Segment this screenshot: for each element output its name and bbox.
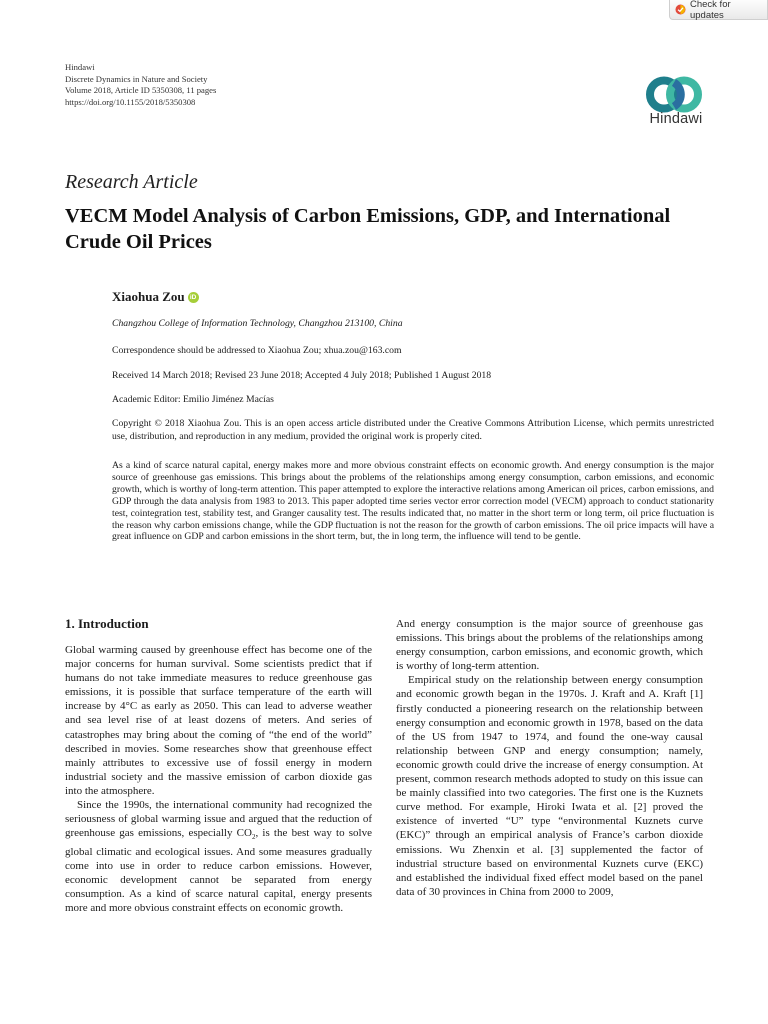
academic-editor: Academic Editor: Emilio Jiménez Macías xyxy=(112,394,274,405)
hindawi-wordmark: Hindawi xyxy=(649,111,703,127)
paragraph: Global warming caused by greenhouse effect has become one of the major concerns for human survival. Some scientists predict that if humans do not take immediate measures to reduce greenhouse gas emissions, it is possible that surface temperature of the earth will increase by 4°C as early as 2050. This can lead to adverse weather and sea level rise of at least dozens of meters. And series of catastrophes may bring about the coming of “the end of the world” described in movies. Some researches show that greenhouse effect mainly attributes to excessive use of fossil energy in modern industrial society and the massive emission of carbon dioxide gas into the atmosphere. xyxy=(65,644,372,797)
section-heading: 1. Introduction xyxy=(65,616,149,631)
copyright-notice: Copyright © 2018 Xiaohua Zou. This is an open access article distributed under the Creative Commons Attribution License, which permits unrestricted use, distribution, and reproduction in any medium, provided the original work is properly cited. xyxy=(112,418,714,442)
author xyxy=(112,289,199,305)
crossmark-icon xyxy=(675,4,686,15)
abstract: As a kind of scarce natural capital, energy makes more and more obvious constraint effects on economic growth. And energy consumption is the major source of greenhouse gas emissions. This brings about the problems of the relationships among energy consumption, carbon emissions, and economic growth, which is worthy of long-term attention. This paper attempted to explore the interactive relations among American oil prices, carbon emissions, and GDP through the data analysis from 1983 to 2013. This paper adopted time series vector error correction model (VECM) approach to conduct stationarity test, cointegration test, stability test, and Granger causality test. The results indicated that, no matter in the short term or long term, oil price fluctuation is the reason why carbon emissions change, while the GDP fluctuation is not the reason for the growth of carbon emissions. The oil price impacts will have a great influence on GDP and carbon emissions in the short term, but, the in long term, the influence will tend to be gentle. xyxy=(112,460,714,543)
volume-info: Volume 2018, Article ID 5350308, 11 pages xyxy=(65,85,217,95)
publisher-name: Hindawi xyxy=(65,62,95,72)
paragraph-text: Since the 1990s, the international community had recognized the seriousness of global warming issue and argued that the reduction of greenhouse gas emissions, especially CO xyxy=(65,799,372,840)
article-title: VECM Model Analysis of Carbon Emissions, GDP, and International Crude Oil Prices xyxy=(65,205,671,253)
author-name[interactable]: Xiaohua Zou xyxy=(112,289,185,304)
paragraph: Empirical study on the relationship between energy consumption and economic growth began in the 1970s. J. Kraft and A. Kraft [1] firstly conducted a pioneering research on the relationship between energy consumption and economic growth in 1978, based on the data of the US from 1947 to 1974, and found the one-way causal relationship between GNP and energy consumption; namely, economic growth could drive the increase of energy consumption. At present, common research methods adopted to study on this issue can be mainly classified into two categories. The first one is the Kuznets curve method. For example, Hiroki Iwata et al. [2] proved the existence of inverted “U” type “environmental Kuznets curve (EKC)” through an empirical analysis of France’s carbon dioxide emissions. Wu Zhenxin et al. [3] supplemented the factor of industrial structure based on environmental Kuznets curve (EKC) and established the individual fixed effect model based on the panel data of 30 provinces in China from 2000 to 2009, xyxy=(396,674,703,898)
doi-link[interactable]: https://doi.org/10.1155/2018/5350308 xyxy=(65,96,196,107)
orcid-icon[interactable]: iD xyxy=(188,292,199,303)
body-column-left xyxy=(65,643,372,915)
article-type: Research Article xyxy=(65,171,198,193)
body-column-right xyxy=(396,617,703,899)
journal-name: Discrete Dynamics in Nature and Society xyxy=(65,73,208,84)
affiliation: Changzhou College of Information Technology, Changzhou 213100, China xyxy=(112,318,403,329)
paragraph: And energy consumption is the major source of greenhouse gas emissions. This brings about the problems of the relationships among energy consumption, carbon emissions, and economic growth, which is worthy of long-term attention. xyxy=(396,618,703,673)
check-for-updates-button[interactable] xyxy=(669,0,768,20)
subscript: 2 xyxy=(251,833,256,842)
paragraph-text: , is the best way to solve global climatic and ecological issues. And some measures gradually come into use in order to reduce carbon emissions. However, economic development cannot be separated from energy consumption. As a kind of scarce natural capital, energy presents more and more obvious constraint effects on economic growth. xyxy=(65,827,372,914)
journal-meta xyxy=(65,62,216,108)
correspondence: Correspondence should be addressed to Xiaohua Zou; xhua.zou@163.com xyxy=(112,345,402,356)
check-for-updates-label: Check for updates xyxy=(689,0,731,21)
publication-dates: Received 14 March 2018; Revised 23 June 2018; Accepted 4 July 2018; Published 1 August 2018 xyxy=(112,370,492,381)
paragraph xyxy=(65,798,372,915)
